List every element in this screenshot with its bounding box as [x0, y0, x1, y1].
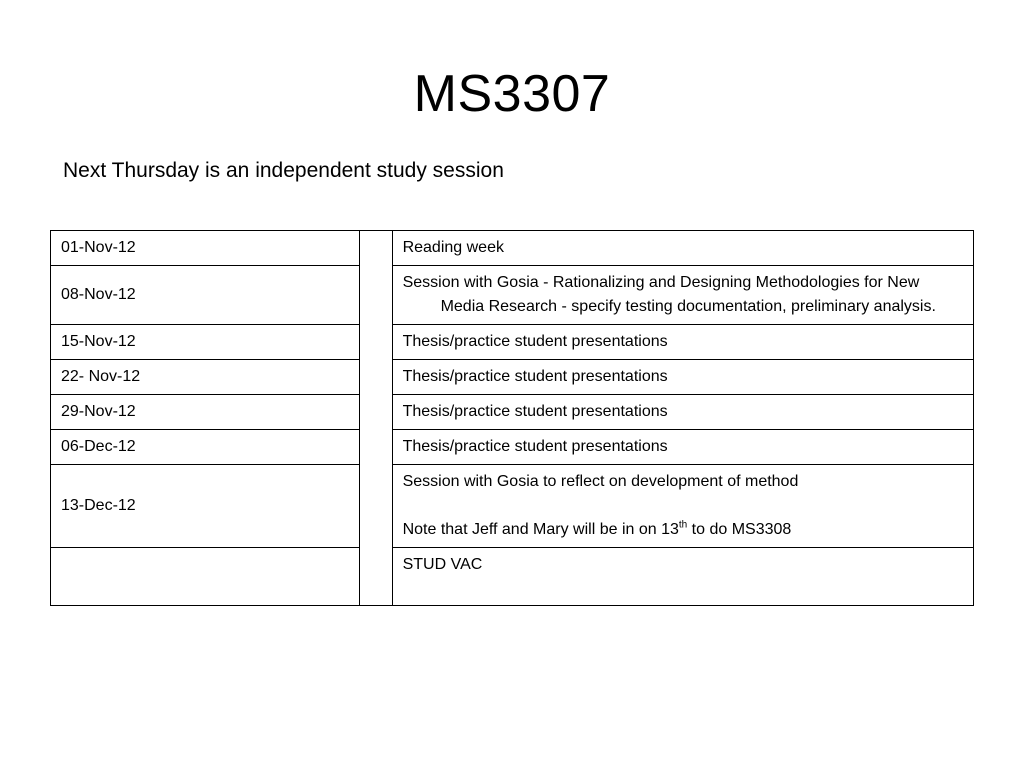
schedule-table [50, 230, 974, 606]
table-row [51, 325, 974, 360]
description-cell: STUD VAC [392, 548, 973, 606]
description-text: Session with Gosia - Rationalizing and Designing Methodologies for New Media Research - specify testing documentation, preliminary analysis. [402, 274, 936, 315]
description-cell: Thesis/practice student presentations [392, 395, 973, 430]
date-cell [51, 548, 360, 606]
description-cell [392, 465, 973, 548]
table-row [51, 360, 974, 395]
table-row [51, 231, 974, 266]
description-cell [392, 266, 973, 325]
date-cell: 06-Dec-12 [51, 430, 360, 465]
note-text: Note that Jeff and Mary will be in on 13 [402, 521, 679, 538]
table-row [51, 548, 974, 606]
table-row [51, 430, 974, 465]
description-cell: Thesis/practice student presentations [392, 430, 973, 465]
description-text: Session with Gosia to reflect on development of method [402, 473, 799, 490]
description-cell: Thesis/practice student presentations [392, 325, 973, 360]
note-superscript: th [678, 519, 688, 531]
note-text-end: to do MS3308 [687, 521, 792, 538]
description-cell: Reading week [392, 231, 973, 266]
date-cell: 22- Nov-12 [51, 360, 360, 395]
date-cell: 13-Dec-12 [51, 465, 360, 548]
table-row [51, 465, 974, 548]
table-row [51, 266, 974, 325]
spacer-line [403, 494, 963, 518]
date-cell: 08-Nov-12 [51, 266, 360, 325]
description-note [403, 518, 963, 542]
date-cell: 01-Nov-12 [51, 231, 360, 266]
slide-subtitle: Next Thursday is an independent study session [63, 159, 504, 182]
table-row [51, 395, 974, 430]
date-cell: 29-Nov-12 [51, 395, 360, 430]
slide-title: MS3307 [413, 65, 611, 123]
spacer-column [359, 231, 392, 606]
description-cell: Thesis/practice student presentations [392, 360, 973, 395]
date-cell: 15-Nov-12 [51, 325, 360, 360]
